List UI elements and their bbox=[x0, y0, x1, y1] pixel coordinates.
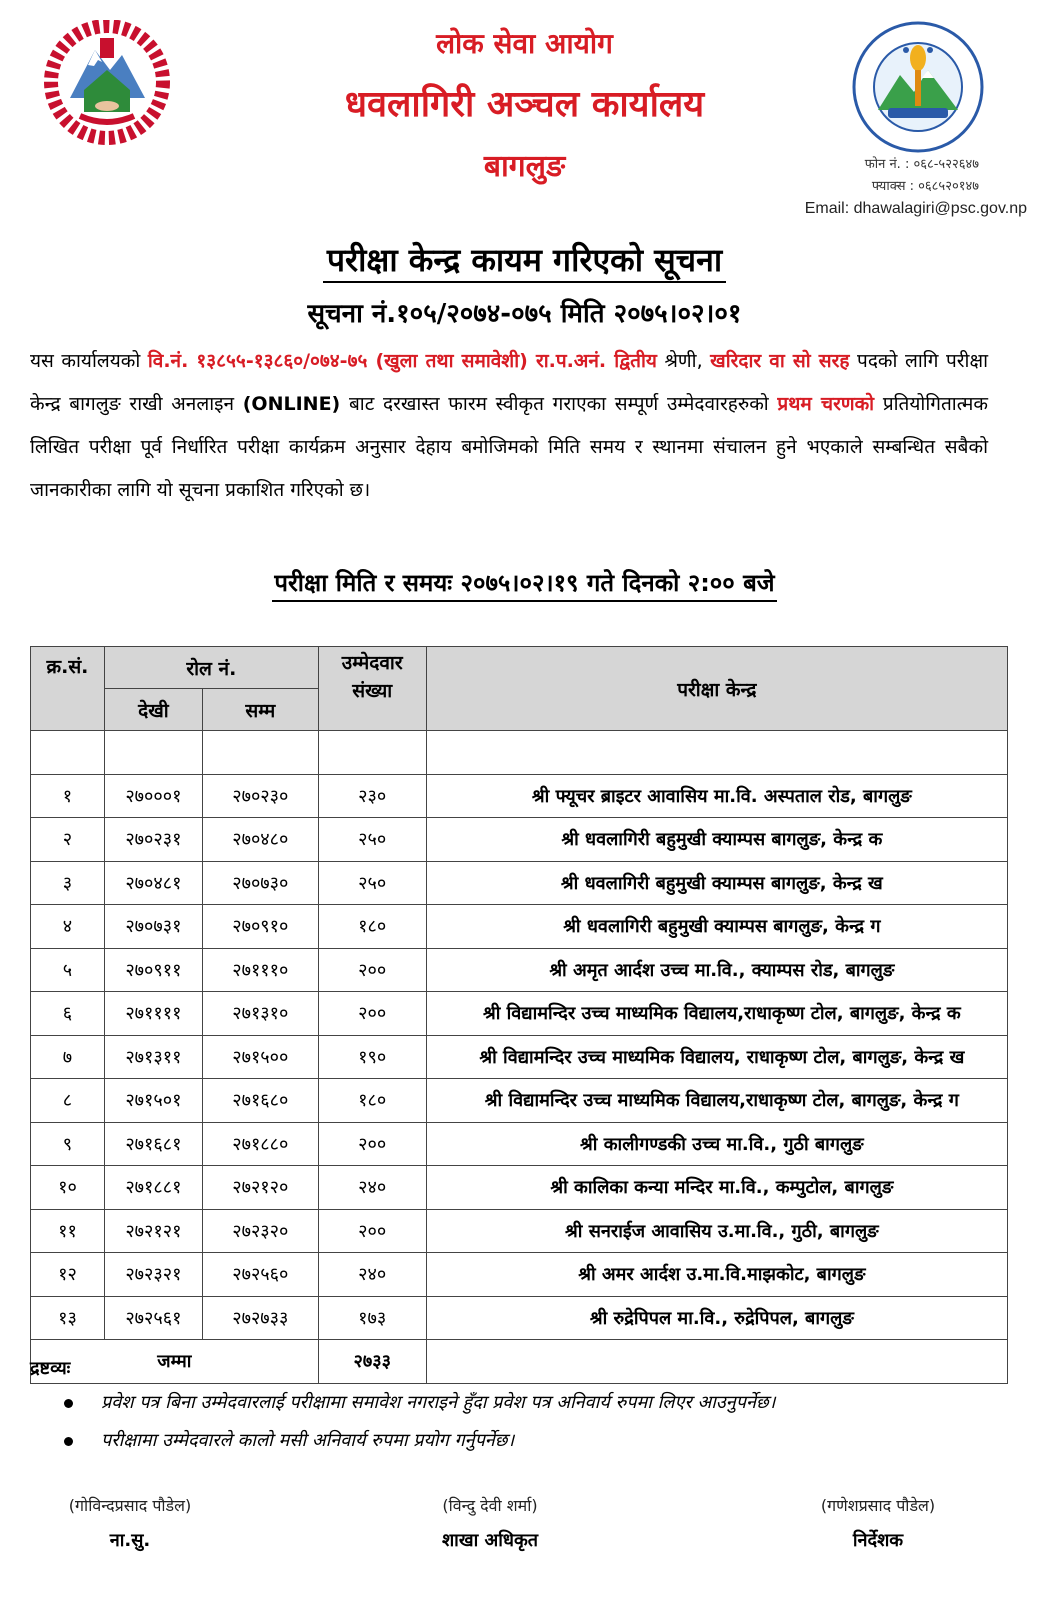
cell-center: श्री विद्यामन्दिर उच्च माध्यमिक विद्यालय, राधाकृष्ण टोल, बागलुङ, केन्द्र ख bbox=[426, 1035, 1007, 1079]
cell-count: २०० bbox=[318, 1209, 426, 1253]
notice-number: सूचना नं.१०५/२०७४-०७५ मिति २०७५।०२।०१ bbox=[307, 299, 742, 329]
cell-sn: १२ bbox=[31, 1253, 105, 1297]
cell-roll-to: २७१५०० bbox=[202, 1035, 318, 1079]
cell-count: २३० bbox=[318, 774, 426, 818]
advertisement-number: वि.नं. १३८५५-१३८६०/०७४-७५ (खुला तथा समावेशी) रा.प.अनं. द्वितीय bbox=[147, 350, 657, 372]
cell-roll-to: २७२१२० bbox=[202, 1166, 318, 1210]
cell-roll-to: २७०९१० bbox=[202, 905, 318, 949]
cell-roll-from: २७०२३१ bbox=[104, 818, 202, 862]
header-roll: रोल नं. bbox=[104, 647, 318, 689]
cell-roll-to: २७२३२० bbox=[202, 1209, 318, 1253]
notes-title: द्रष्टव्यः bbox=[30, 1358, 71, 1379]
cell-center: श्री कालिका कन्या मन्दिर मा.वि., कम्पुटोल, बागलुङ bbox=[426, 1166, 1007, 1210]
cell-roll-from: २७०७३१ bbox=[104, 905, 202, 949]
cell-center: श्री कालीगण्डकी उच्च मा.वि., गुठी बागलुङ bbox=[426, 1122, 1007, 1166]
header-to: सम्म bbox=[202, 689, 318, 731]
signature-block bbox=[0, 1494, 260, 1552]
cell-count: १७३ bbox=[318, 1296, 426, 1340]
cell-sn: १३ bbox=[31, 1296, 105, 1340]
cell-roll-from: २७०९११ bbox=[104, 948, 202, 992]
table-row bbox=[31, 1296, 1008, 1340]
cell-roll-from: २७१३११ bbox=[104, 1035, 202, 1079]
cell-roll-to: २७०२३० bbox=[202, 774, 318, 818]
cell-count: २०० bbox=[318, 992, 426, 1036]
table-row bbox=[31, 948, 1008, 992]
signature-block bbox=[360, 1494, 620, 1552]
cell-roll-from: २७१६८१ bbox=[104, 1122, 202, 1166]
cell-center: श्री विद्यामन्दिर उच्च माध्यमिक विद्यालय,राधाकृष्ण टोल, बागलुङ, केन्द्र क bbox=[426, 992, 1007, 1036]
cell-sn: ५ bbox=[31, 948, 105, 992]
cell-count: १८० bbox=[318, 1079, 426, 1123]
cell-center: श्री अमर आर्दश उ.मा.वि.माझकोट, बागलुङ bbox=[426, 1253, 1007, 1297]
bullet-icon bbox=[64, 1399, 73, 1408]
cell-roll-to: २७१३१० bbox=[202, 992, 318, 1036]
office-location: बागलुङ bbox=[483, 149, 566, 184]
fax-number: फ्याक्स : ०६८५२०१४७ bbox=[871, 179, 979, 194]
cell-roll-to: २७१८८० bbox=[202, 1122, 318, 1166]
cell-sn: ८ bbox=[31, 1079, 105, 1123]
exam-date-time: परीक्षा मिति र समयः २०७५।०२।१९ गते दिनको २:०० बजे bbox=[0, 566, 1049, 599]
cell-center: श्री अमृत आर्दश उच्च मा.वि., क्याम्पस रोड, बागलुङ bbox=[426, 948, 1007, 992]
exam-centers-table bbox=[30, 646, 1008, 1384]
table-row bbox=[31, 992, 1008, 1036]
online-label: (ONLINE) bbox=[242, 393, 341, 415]
table-row bbox=[31, 1209, 1008, 1253]
cell-roll-from: २७११११ bbox=[104, 992, 202, 1036]
table-row bbox=[31, 1166, 1008, 1210]
notice-title: परीक्षा केन्द्र कायम गरिएको सूचना bbox=[0, 238, 1049, 281]
cell-count: २५० bbox=[318, 861, 426, 905]
cell-roll-from: २७२३२१ bbox=[104, 1253, 202, 1297]
post-name: खरिदार वा सो सरह bbox=[710, 350, 850, 372]
cell-roll-to: २७१६८० bbox=[202, 1079, 318, 1123]
cell-roll-to: २७२५६० bbox=[202, 1253, 318, 1297]
cell-sn: १ bbox=[31, 774, 105, 818]
header-sn: क्र.सं. bbox=[31, 647, 105, 731]
first-phase-label: प्रथम चरणको bbox=[777, 393, 875, 415]
cell-count: २०० bbox=[318, 1122, 426, 1166]
header-from: देखी bbox=[104, 689, 202, 731]
table-row bbox=[31, 1253, 1008, 1297]
cell-count: २४० bbox=[318, 1253, 426, 1297]
table-row bbox=[31, 861, 1008, 905]
total-value: २७३३ bbox=[318, 1340, 426, 1384]
cell-roll-from: २७०४८१ bbox=[104, 861, 202, 905]
table-row bbox=[31, 774, 1008, 818]
signature-block bbox=[748, 1494, 1008, 1552]
cell-center: श्री सनराईज आवासिय उ.मा.वि., गुठी, बागलुङ bbox=[426, 1209, 1007, 1253]
table-row bbox=[31, 1079, 1008, 1123]
cell-roll-from: २७१५०१ bbox=[104, 1079, 202, 1123]
total-label: जम्मा bbox=[31, 1340, 319, 1384]
table-row bbox=[31, 818, 1008, 862]
table-row bbox=[31, 1122, 1008, 1166]
cell-roll-from: २७२१२१ bbox=[104, 1209, 202, 1253]
total-row bbox=[31, 1340, 1008, 1384]
notice-paragraph: यस कार्यालयको वि.नं. १३८५५-१३८६०/०७४-७५ (खुला तथा समावेशी) रा.प.अनं. द्वितीय श्रेणी, खरिदार वा सो सरह पदको लागि परीक्षा केन्द्र बागलुङ राखी अनलाइन (ONLINE) बाट दरखास्त फारम स्वीकृत गराएका सम्पूर्ण उम्मेदवारहरुको प्रथम चरणको प्रतियोगितात्मक लिखित परीक्षा पूर्व निर्धारित परीक्षा कार्यक्रम अनुसार देहाय बमोजिमको मिति समय र स्थानमा संचालन हुने भएकाले सम्बन्धित सबैको जानकारीका लागि यो सूचना प्रकाशित गरिएको छ। bbox=[30, 350, 988, 501]
cell-roll-to: २७०४८० bbox=[202, 818, 318, 862]
bullet-icon bbox=[64, 1437, 73, 1446]
cell-sn: २ bbox=[31, 818, 105, 862]
cell-center: श्री फ्यूचर ब्राइटर आवासिय मा.वि. अस्पताल रोड, बागलुङ bbox=[426, 774, 1007, 818]
signatory-designation: ना.सु. bbox=[109, 1530, 151, 1551]
cell-center: श्री रुद्रेपिपल मा.वि., रुद्रेपिपल, बागलुङ bbox=[426, 1296, 1007, 1340]
cell-sn: ७ bbox=[31, 1035, 105, 1079]
cell-roll-from: २७०००१ bbox=[104, 774, 202, 818]
cell-center: श्री धवलागिरी बहुमुखी क्याम्पस बागलुङ, केन्द्र ग bbox=[426, 905, 1007, 949]
cell-sn: १० bbox=[31, 1166, 105, 1210]
cell-roll-to: २७२७३३ bbox=[202, 1296, 318, 1340]
header-count: उम्मेदवार संख्या bbox=[318, 647, 426, 731]
phone-number: फोन नं. : ०६८-५२२६४७ bbox=[864, 157, 979, 172]
signatory-name: (विन्दु देवी शर्मा) bbox=[442, 1496, 538, 1515]
cell-sn: ११ bbox=[31, 1209, 105, 1253]
signatory-designation: शाखा अधिकृत bbox=[441, 1530, 539, 1551]
note-item: परीक्षामा उम्मेदवारले कालो मसी अनिवार्य रुपमा प्रयोग गर्नुपर्नेछ। bbox=[64, 1428, 514, 1452]
cell-count: १९० bbox=[318, 1035, 426, 1079]
cell-center: श्री विद्यामन्दिर उच्च माध्यमिक विद्यालय,राधाकृष्ण टोल, बागलुङ, केन्द्र ग bbox=[426, 1079, 1007, 1123]
cell-count: २५० bbox=[318, 818, 426, 862]
cell-count: २०० bbox=[318, 948, 426, 992]
cell-center: श्री धवलागिरी बहुमुखी क्याम्पस बागलुङ, केन्द्र क bbox=[426, 818, 1007, 862]
cell-count: १८० bbox=[318, 905, 426, 949]
email-address: Email: dhawalagiri@psc.gov.np bbox=[804, 200, 1027, 217]
commission-name: लोक सेवा आयोग bbox=[436, 27, 613, 60]
cell-roll-from: २७२५६१ bbox=[104, 1296, 202, 1340]
cell-roll-to: २७०७३० bbox=[202, 861, 318, 905]
cell-roll-to: २७१११० bbox=[202, 948, 318, 992]
signatory-name: (गोविन्दप्रसाद पौडेल) bbox=[68, 1496, 192, 1515]
table-row bbox=[31, 1035, 1008, 1079]
cell-roll-from: २७१८८१ bbox=[104, 1166, 202, 1210]
table-row bbox=[31, 905, 1008, 949]
cell-sn: ९ bbox=[31, 1122, 105, 1166]
note-item: प्रवेश पत्र बिना उम्मेदवारलाई परीक्षामा समावेश नगराइने हुँदा प्रवेश पत्र अनिवार्य रुपमा लिएर आउनुपर्नेछ। bbox=[64, 1390, 775, 1414]
header-center: परीक्षा केन्द्र bbox=[426, 647, 1007, 731]
cell-sn: ६ bbox=[31, 992, 105, 1036]
signatory-name: (गणेशप्रसाद पौडेल) bbox=[820, 1496, 936, 1515]
office-name: धवलागिरी अञ्चल कार्यालय bbox=[344, 84, 705, 125]
cell-center: श्री धवलागिरी बहुमुखी क्याम्पस बागलुङ, केन्द्र ख bbox=[426, 861, 1007, 905]
cell-sn: ३ bbox=[31, 861, 105, 905]
cell-count: २४० bbox=[318, 1166, 426, 1210]
cell-sn: ४ bbox=[31, 905, 105, 949]
signatory-designation: निर्देशक bbox=[852, 1530, 904, 1551]
